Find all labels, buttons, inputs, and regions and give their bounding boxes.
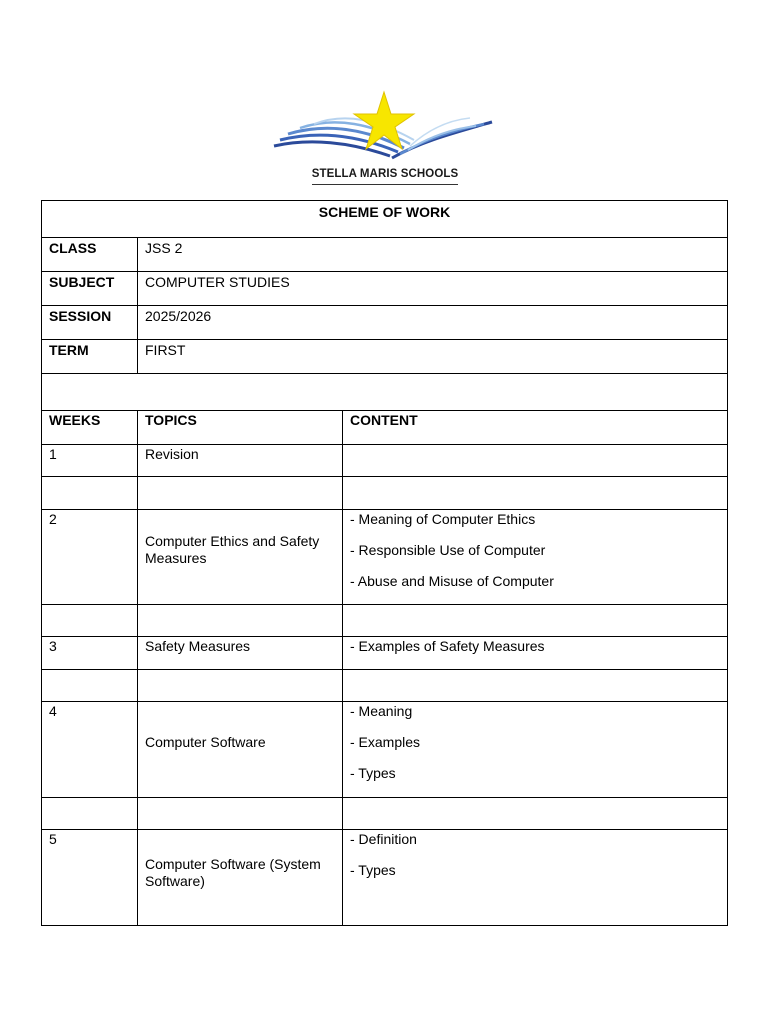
table-row: [42, 830, 728, 926]
week-topic: Computer Software: [138, 702, 343, 798]
subject-label: SUBJECT: [42, 272, 138, 306]
content-item: - Meaning: [350, 703, 413, 719]
subject-value: COMPUTER STUDIES: [138, 272, 728, 306]
blank-row: [42, 605, 728, 637]
weeks-header: WEEKS: [42, 411, 138, 445]
week-content: [343, 637, 728, 670]
week-number: 5: [42, 830, 138, 926]
week-content: [343, 445, 728, 477]
term-label: TERM: [42, 340, 138, 374]
school-name-underline: [312, 184, 458, 185]
week-topic: Revision: [138, 445, 343, 477]
table-row: [42, 637, 728, 670]
session-value: 2025/2026: [138, 306, 728, 340]
blank-row: [42, 670, 728, 702]
term-value: FIRST: [138, 340, 728, 374]
week-number: 3: [42, 637, 138, 670]
table-row: [42, 510, 728, 605]
week-topic: Computer Software (System Software): [138, 830, 343, 926]
content-header: CONTENT: [343, 411, 728, 445]
content-item: - Responsible Use of Computer: [350, 542, 546, 558]
week-topic: Safety Measures: [138, 637, 343, 670]
content-item: - Definition: [350, 831, 417, 847]
session-label: SESSION: [42, 306, 138, 340]
school-logo: [270, 90, 500, 186]
blank-row: [42, 798, 728, 830]
content-item: - Abuse and Misuse of Computer: [350, 573, 554, 589]
week-content: [343, 702, 728, 798]
week-number: 2: [42, 510, 138, 605]
content-item: - Types: [350, 765, 396, 781]
spacer-row: [42, 374, 728, 411]
week-number: 1: [42, 445, 138, 477]
week-number: 4: [42, 702, 138, 798]
content-item: - Types: [350, 862, 396, 878]
table-row: [42, 445, 728, 477]
content-item: - Meaning of Computer Ethics: [350, 511, 536, 527]
class-value: JSS 2: [138, 238, 728, 272]
week-content: [343, 510, 728, 605]
week-content: [343, 830, 728, 926]
document-title: SCHEME OF WORK: [42, 201, 728, 238]
blank-row: [42, 477, 728, 510]
content-item: - Examples: [350, 734, 421, 750]
school-name: STELLA MARIS SCHOOLS: [311, 168, 459, 180]
week-topic: Computer Ethics and Safety Measures: [138, 510, 343, 605]
class-label: CLASS: [42, 238, 138, 272]
logo-waves-star-icon: [270, 90, 500, 170]
content-item: - Examples of Safety Measures: [350, 638, 545, 654]
table-row: [42, 702, 728, 798]
topics-header: TOPICS: [138, 411, 343, 445]
scheme-of-work-table: [41, 200, 728, 926]
